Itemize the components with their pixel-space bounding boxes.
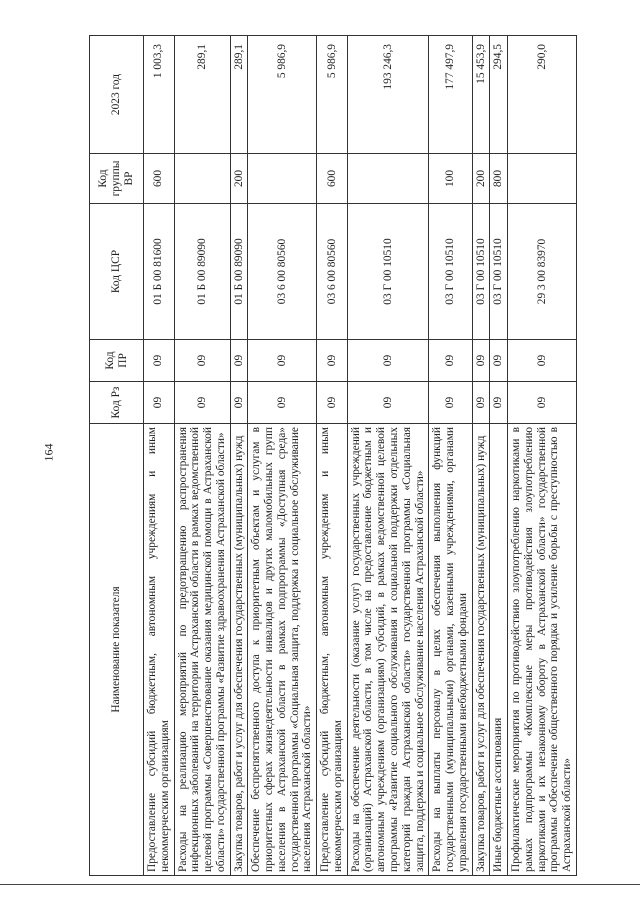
cell-rz: 09 bbox=[472, 382, 490, 424]
cell-csr: 03 Г 00 10510 bbox=[490, 204, 508, 340]
cell-pr: 09 bbox=[144, 340, 175, 382]
cell-rz: 09 bbox=[347, 382, 429, 424]
cell-csr: 03 6 00 80560 bbox=[248, 204, 317, 340]
table-row bbox=[144, 36, 175, 876]
budget-table bbox=[89, 35, 577, 876]
cell-rz: 09 bbox=[429, 382, 472, 424]
cell-name: Закупка товаров, работ и услуг для обеспечения государственных (муниципальных) нужд bbox=[472, 424, 490, 876]
cell-name: Расходы на выплаты персоналу в целях обеспечения выполнения функций государственными (муниципальными) органами, казенными учреждениями, органами управления государственными внебюджетными фондами bbox=[429, 424, 472, 876]
cell-csr: 03 6 00 80560 bbox=[317, 204, 348, 340]
cell-csr: 29 3 00 83970 bbox=[508, 204, 577, 340]
cell-vr: 600 bbox=[144, 154, 175, 204]
cell-rz: 09 bbox=[490, 382, 508, 424]
cell-pr: 09 bbox=[472, 340, 490, 382]
cell-pr: 09 bbox=[347, 340, 429, 382]
cell-csr: 01 Б 00 89090 bbox=[230, 204, 248, 340]
cell-pr: 09 bbox=[490, 340, 508, 382]
cell-rz: 09 bbox=[174, 382, 230, 424]
col-header-pr: Код ПР bbox=[90, 340, 144, 382]
cell-vr: 600 bbox=[317, 154, 348, 204]
col-header-sum: 2023 год bbox=[90, 36, 144, 154]
cell-pr: 09 bbox=[174, 340, 230, 382]
cell-vr: 800 bbox=[490, 154, 508, 204]
cell-rz: 09 bbox=[144, 382, 175, 424]
col-header-rz: Код Рз bbox=[90, 382, 144, 424]
cell-name: Расходы на реализацию мероприятий по предотвращению распространения инфекционных заболеваний на территории Астраханской области в рамках ведомственной целевой программы «Совершенствование оказания медицинской помощи в Астраханской области» государственной программы «Развитие здравоохранения Астраханской области» bbox=[174, 424, 230, 876]
table-row bbox=[317, 36, 348, 876]
table-row bbox=[490, 36, 508, 876]
table-header-row bbox=[90, 36, 144, 876]
cell-pr: 09 bbox=[230, 340, 248, 382]
cell-pr: 09 bbox=[508, 340, 577, 382]
cell-sum: 5 986,9 bbox=[317, 36, 348, 154]
page-number: 164 bbox=[41, 443, 56, 462]
cell-pr: 09 bbox=[317, 340, 348, 382]
table-row bbox=[248, 36, 317, 876]
cell-vr bbox=[508, 154, 577, 204]
table-row bbox=[472, 36, 490, 876]
cell-name: Обеспечение беспрепятственного доступа к приоритетным объектам и услугам в приоритетных сферах жизнедеятельности инвалидов и других маломобильных групп населения в Астраханской области в рамках подпрограммы «Доступная среда» государственной программы «Социальная защита, поддержка и социальное обслуживание населения Астраханской области» bbox=[248, 424, 317, 876]
cell-name: Профилактические мероприятия по противодействию злоупотреблению наркотиками в рамках подпрограммы «Комплексные меры противодействия злоупотреблению наркотиками и их незаконному обороту в Астраханской области» государственной программы «Обеспечение общественного порядка и усиление борьбы с преступностью в Астраханской области» bbox=[508, 424, 577, 876]
table-row bbox=[174, 36, 230, 876]
cell-rz: 09 bbox=[317, 382, 348, 424]
cell-name: Закупка товаров, работ и услуг для обеспечения государственных (муниципальных) нужд bbox=[230, 424, 248, 876]
col-header-csr: Код ЦСР bbox=[90, 204, 144, 340]
cell-csr: 01 Б 00 81600 bbox=[144, 204, 175, 340]
cell-csr: 03 Г 00 10510 bbox=[472, 204, 490, 340]
cell-vr: 100 bbox=[429, 154, 472, 204]
table-row bbox=[508, 36, 577, 876]
cell-sum: 5 986,9 bbox=[248, 36, 317, 154]
budget-table-container bbox=[89, 36, 574, 876]
table-row bbox=[429, 36, 472, 876]
cell-sum: 289,1 bbox=[174, 36, 230, 154]
cell-sum: 193 246,3 bbox=[347, 36, 429, 154]
cell-csr: 01 Б 00 89090 bbox=[174, 204, 230, 340]
table-body bbox=[144, 36, 577, 876]
cell-vr: 200 bbox=[472, 154, 490, 204]
cell-csr: 03 Г 00 10510 bbox=[347, 204, 429, 340]
cell-sum: 289,1 bbox=[230, 36, 248, 154]
cell-rz: 09 bbox=[508, 382, 577, 424]
cell-vr bbox=[248, 154, 317, 204]
cell-rz: 09 bbox=[248, 382, 317, 424]
cell-pr: 09 bbox=[248, 340, 317, 382]
cell-vr: 200 bbox=[230, 154, 248, 204]
col-header-vr: Код группы ВР bbox=[90, 154, 144, 204]
cell-vr bbox=[347, 154, 429, 204]
cell-name: Иные бюджетные ассигнования bbox=[490, 424, 508, 876]
cell-sum: 294,5 bbox=[490, 36, 508, 154]
cell-rz: 09 bbox=[230, 382, 248, 424]
cell-name: Предоставление субсидий бюджетным, автономным учреждениям и иным некоммерческим организациям bbox=[144, 424, 175, 876]
cell-sum: 290,0 bbox=[508, 36, 577, 154]
cell-csr: 03 Г 00 10510 bbox=[429, 204, 472, 340]
cell-name: Расходы на обеспечение деятельности (оказание услуг) государственных учреждений (организаций) Астраханской области, в том числе на предоставление бюджетным и автономным учреждениям (организациям) субсидий, в рамках ведомственной целевой программы «Развитие социального обслуживания и социальной поддержки отдельных категорий граждан Астраханской области» государственной программы «Социальная защита, поддержка и социальное обслуживание населения Астраханской области» bbox=[347, 424, 429, 876]
cell-sum: 1 003,3 bbox=[144, 36, 175, 154]
cell-vr bbox=[174, 154, 230, 204]
cell-pr: 09 bbox=[429, 340, 472, 382]
table-row bbox=[347, 36, 429, 876]
table-row bbox=[230, 36, 248, 876]
cell-sum: 177 497,9 bbox=[429, 36, 472, 154]
col-header-name: Наименование показателя bbox=[90, 424, 144, 876]
page-bottom-rule bbox=[0, 884, 640, 885]
cell-name: Предоставление субсидий бюджетным, автономным учреждениям и иным некоммерческим организациям bbox=[317, 424, 348, 876]
cell-sum: 15 453,9 bbox=[472, 36, 490, 154]
